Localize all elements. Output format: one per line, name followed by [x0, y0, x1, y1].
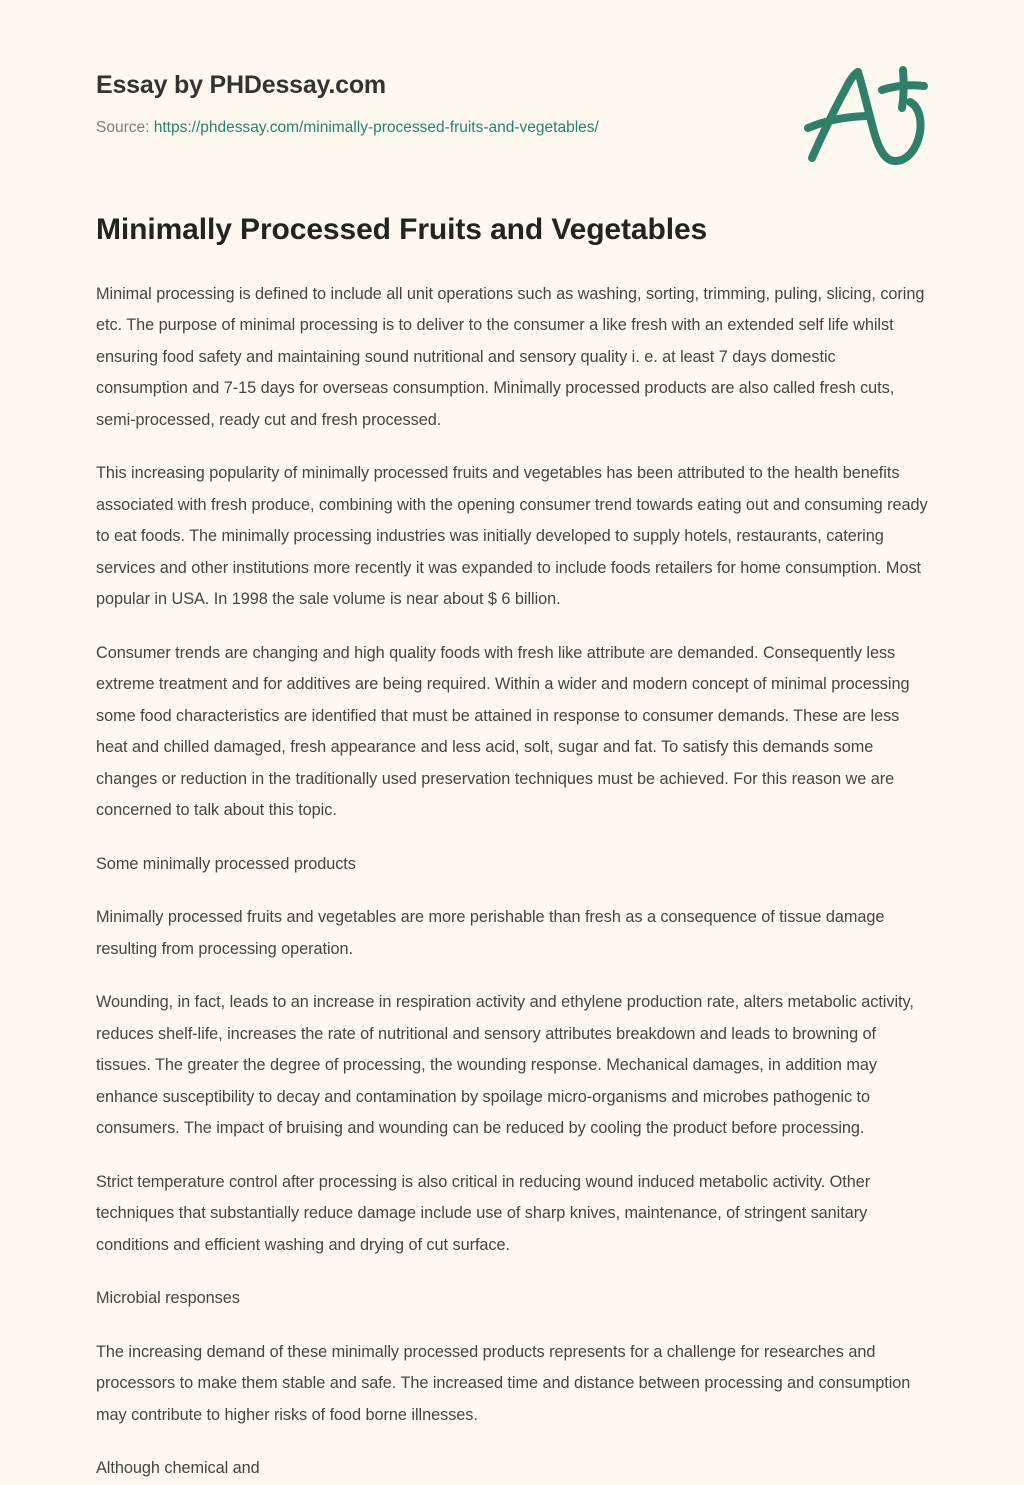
paragraph: Wounding, in fact, leads to an increase in respiration activity and ethylene production rate, alters metabolic activity, reduces shelf-life, increases the rate of nutritional and sensory attributes breakdown and leads to browning of tissues. The greater the degree of processing, the wounding response. Mechanical damages, in addition may enhance susceptibility to decay and contamination by spoilage micro-organisms and microbes pathogenic to consumers. The impact of bruising and wounding can be reduced by cooling the product before processing.	[96, 993, 914, 1138]
source-line	[96, 119, 928, 138]
section-heading-microbial-responses: Microbial responses	[96, 1289, 240, 1308]
site-header	[96, 0, 928, 137]
page-title: Minimally Processed Fruits and Vegetables	[96, 213, 708, 247]
paragraph: Minimal processing is defined to include all unit operations such as washing, sorting, trimming, puling, slicing, coring etc. The purpose of minimal processing is to deliver to the consumer a like fresh with an extended self life whilst ensuring food safety and maintaining sound nutritional and sensory quality i. e. at least 7 days domestic consumption and 7-15 days for overseas consumption. Minimally processed products are also called fresh cuts, semi-processed, ready cut and fresh processed.	[96, 284, 925, 429]
section-heading-some-minimally-processed-products: Some minimally processed products	[96, 854, 356, 873]
paragraph: This increasing popularity of minimally processed fruits and vegetables has been attributed to the health benefits associated with fresh produce, combining with the opening consumer trend towards eating out and consuming ready to eat foods. The minimally processing industries was initially developed to supply hotels, restaurants, catering services and other institutions more recently it was expanded to include foods retailers for home consumption. Most popular in USA. In 1998 the sale volume is near about $ 6 billion.	[96, 464, 928, 609]
paragraph-truncated: Although chemical and	[96, 1459, 260, 1478]
source-label: Source:	[96, 118, 150, 136]
paragraph: Minimally processed fruits and vegetables are more perishable than fresh as a consequence of tissue damage resulting from processing operation.	[96, 908, 885, 958]
brand-title: Essay by PHDessay.com	[96, 71, 386, 99]
article	[96, 137, 928, 1485]
paragraph: Strict temperature control after processing is also critical in reducing wound induced metabolic activity. Other techniques that substantially reduce damage include use of sharp knives, maintenance, of stringent sanitary conditions and efficient washing and drying of cut surface.	[96, 1172, 871, 1254]
paragraph: The increasing demand of these minimally processed products represents for a challenge for researches and processors to make them stable and safe. The increased time and distance between processing and consumption may contribute to higher risks of food borne illnesses.	[96, 1342, 911, 1424]
article-body	[96, 279, 928, 1485]
source-url-link[interactable]: https://phdessay.com/minimally-processed-fruits-and-vegetables/	[153, 118, 599, 136]
paragraph: Consumer trends are changing and high quality foods with fresh like attribute are demanded. Consequently less extreme treatment and for additives are being required. Within a wider and modern concept of minimal processing some food characteristics are identified that must be attained in response to consumer demands. These are less heat and chilled damaged, fresh appearance and less acid, solt, sugar and fat. To satisfy this demands some changes or reduction in the traditionally used preservation techniques must be achieved. For this reason we are concerned to talk about this topic.	[96, 643, 910, 820]
